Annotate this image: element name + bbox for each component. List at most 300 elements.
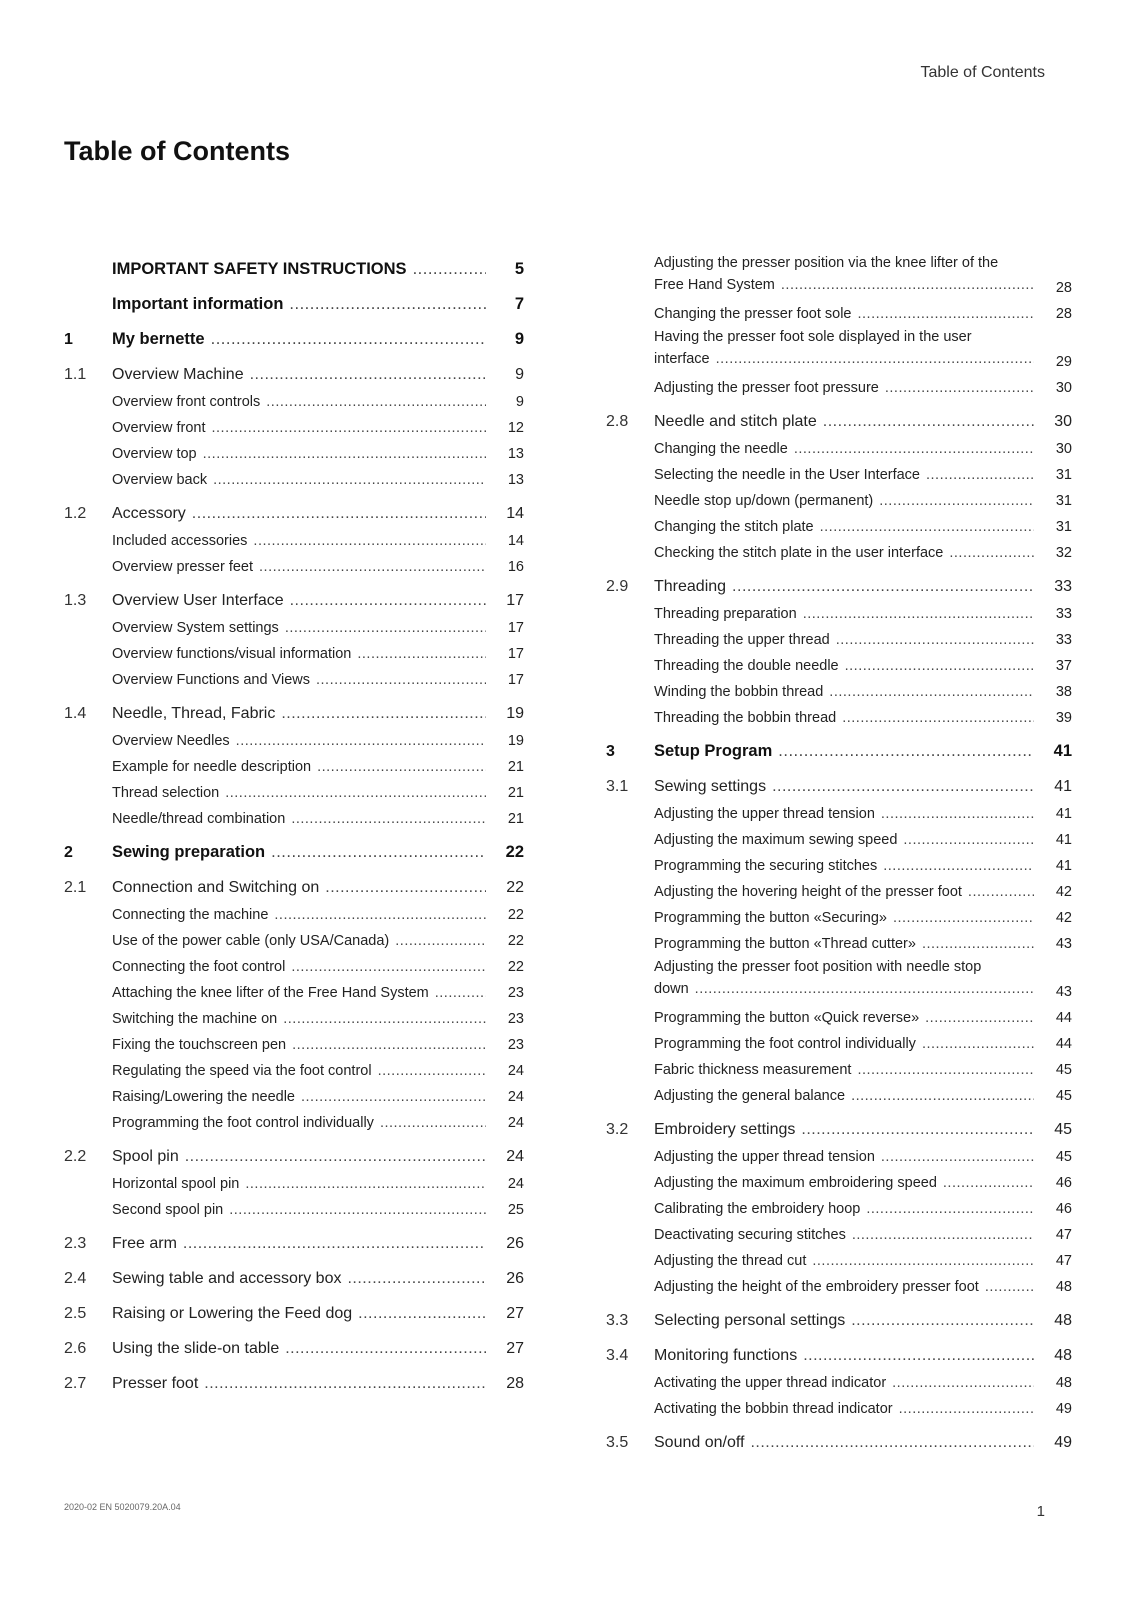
entry-title: IMPORTANT SAFETY INSTRUCTIONS <box>112 260 407 278</box>
toc-entry[interactable] <box>606 874 1072 900</box>
toc-entry[interactable] <box>606 1391 1072 1417</box>
entry-title-group <box>112 705 486 723</box>
entry-title: Using the slide-on table <box>112 1340 280 1357</box>
toc-entry[interactable] <box>64 897 524 923</box>
toc-entry[interactable] <box>606 952 1072 1000</box>
leader-dots <box>285 1340 486 1358</box>
toc-entry[interactable] <box>606 848 1072 874</box>
leader-dots <box>183 1235 486 1253</box>
leader-dots <box>812 1253 1034 1269</box>
page-ref: 23 <box>507 1011 524 1027</box>
entry-title: Threading the upper thread <box>654 632 830 648</box>
entry-title: Raising/Lowering the needle <box>112 1089 295 1105</box>
toc-left-column <box>64 244 524 1393</box>
entry-title-group <box>112 260 486 279</box>
page-ref: 9 <box>514 330 524 348</box>
entry-title-group <box>654 884 1034 900</box>
toc-entry[interactable] <box>606 1052 1072 1078</box>
document-code: 2020-02 EN 5020079.20A.04 <box>64 1502 181 1512</box>
leader-dots <box>211 330 486 349</box>
entry-title: Adjusting the height of the embroidery presser foot <box>654 1279 979 1295</box>
toc-entry[interactable] <box>606 1000 1072 1026</box>
entry-title: Selecting the needle in the User Interface <box>654 467 920 483</box>
toc-entry[interactable] <box>606 370 1072 396</box>
leader-dots <box>316 672 486 688</box>
entry-title-group <box>112 1176 486 1192</box>
toc-entry[interactable] <box>606 509 1072 535</box>
toc-entry[interactable] <box>606 822 1072 848</box>
entry-title-group <box>112 879 486 897</box>
entry-title: Overview front controls <box>112 394 261 410</box>
toc-entry[interactable] <box>606 1365 1072 1391</box>
toc-entry[interactable] <box>64 610 524 636</box>
toc-entry[interactable] <box>64 523 524 549</box>
page-ref: 30 <box>1055 441 1072 457</box>
entry-title: Regulating the speed via the foot control <box>112 1063 372 1079</box>
entry-title-group <box>654 1010 1034 1026</box>
page-ref: 46 <box>1055 1175 1072 1191</box>
toc-entry[interactable] <box>64 1192 524 1218</box>
entry-title: Connecting the foot control <box>112 959 286 975</box>
entry-title-group <box>654 326 1034 370</box>
entry-title: Needle/thread combination <box>112 811 286 827</box>
entry-title-group <box>654 658 1034 674</box>
entry-title-continuation <box>654 978 1034 1000</box>
entry-title-group <box>112 533 486 549</box>
leader-dots <box>274 907 486 923</box>
section-number: 2.5 <box>64 1305 87 1322</box>
page-ref: 26 <box>506 1235 524 1252</box>
page-ref: 9 <box>515 366 524 383</box>
toc-entry[interactable] <box>64 862 524 897</box>
entry-title-group <box>654 1088 1034 1104</box>
page-ref: 21 <box>507 759 524 775</box>
entry-title-group <box>112 959 486 975</box>
section-number: 3 <box>606 743 615 760</box>
page-ref: 46 <box>1055 1201 1072 1217</box>
page-ref: 28 <box>1055 306 1072 322</box>
entry-title: Programming the button «Thread cutter» <box>654 936 916 952</box>
entry-title-group <box>112 420 486 436</box>
entry-title: My bernette <box>112 330 205 348</box>
page-ref: 41 <box>1055 806 1072 822</box>
toc-entry[interactable] <box>64 1358 524 1393</box>
entry-title: Calibrating the embroidery hoop <box>654 1201 861 1217</box>
toc-entry[interactable] <box>606 1217 1072 1243</box>
leader-dots <box>925 1010 1034 1026</box>
leader-dots <box>266 394 486 410</box>
leader-dots <box>857 1062 1034 1078</box>
page-ref: 27 <box>506 1340 524 1357</box>
leader-dots <box>301 1089 486 1105</box>
toc-entry[interactable] <box>64 949 524 975</box>
entry-title-group <box>112 733 486 749</box>
toc-entry[interactable] <box>64 688 524 723</box>
entry-title: Adjusting the presser foot pressure <box>654 380 879 396</box>
toc-entry[interactable] <box>606 700 1072 726</box>
page-ref: 47 <box>1055 1253 1072 1269</box>
leader-dots <box>229 1202 486 1218</box>
entry-title-group <box>112 933 486 949</box>
toc-entry[interactable] <box>606 1295 1072 1330</box>
entry-title-group <box>654 578 1034 596</box>
entry-title-group <box>654 519 1034 535</box>
leader-dots <box>250 366 486 384</box>
entry-title-line2: interface <box>654 351 710 367</box>
entry-title: Connection and Switching on <box>112 879 320 896</box>
toc-entry[interactable] <box>606 296 1072 322</box>
entry-title: Adjusting the thread cut <box>654 1253 807 1269</box>
entry-title-group <box>654 632 1034 648</box>
page-ref: 47 <box>1055 1227 1072 1243</box>
entry-title-group <box>112 1063 486 1079</box>
entry-title: Programming the button «Quick reverse» <box>654 1010 920 1026</box>
toc-entry[interactable] <box>606 322 1072 370</box>
page-ref: 48 <box>1055 1375 1072 1391</box>
page-ref: 39 <box>1055 710 1072 726</box>
entry-title-group <box>112 907 486 923</box>
entry-title-group <box>654 545 1034 561</box>
entry-title-group <box>654 858 1034 874</box>
entry-title-group <box>654 742 1034 761</box>
toc-entry[interactable] <box>64 1079 524 1105</box>
leader-dots <box>943 1175 1034 1191</box>
toc-entry[interactable] <box>64 488 524 523</box>
page-ref: 45 <box>1055 1149 1072 1165</box>
toc-entry[interactable] <box>64 1053 524 1079</box>
leader-dots <box>858 306 1035 322</box>
toc-entry[interactable] <box>64 723 524 749</box>
entry-title-group <box>654 1347 1034 1365</box>
leader-dots <box>750 1434 1034 1452</box>
entry-title-group <box>654 413 1034 431</box>
leader-dots <box>185 1148 486 1166</box>
toc-entry[interactable] <box>606 900 1072 926</box>
toc-entry[interactable] <box>606 1330 1072 1365</box>
leader-dots <box>695 978 1034 1000</box>
toc-entry[interactable] <box>606 483 1072 509</box>
entry-title: Adjusting the maximum embroidering speed <box>654 1175 937 1191</box>
toc-entry[interactable] <box>64 827 524 862</box>
page-ref: 26 <box>506 1270 524 1287</box>
entry-title: Activating the bobbin thread indicator <box>654 1401 893 1417</box>
entry-title-group <box>654 1149 1034 1165</box>
page-ref: 42 <box>1055 910 1072 926</box>
toc-entry[interactable] <box>64 1323 524 1358</box>
page-ref: 21 <box>507 811 524 827</box>
toc-entry[interactable] <box>606 648 1072 674</box>
leader-dots <box>211 420 486 436</box>
page-number: 1 <box>1036 1503 1045 1520</box>
leader-dots <box>845 658 1034 674</box>
entry-title: Overview System settings <box>112 620 279 636</box>
entry-title-group <box>112 620 486 636</box>
entry-title: Threading the double needle <box>654 658 839 674</box>
entry-title: Adjusting the upper thread tension <box>654 806 875 822</box>
toc-entry[interactable] <box>606 796 1072 822</box>
section-number: 1.3 <box>64 592 87 609</box>
toc-entry[interactable] <box>64 549 524 575</box>
section-number: 3.1 <box>606 778 629 795</box>
entry-title-group <box>112 1340 486 1358</box>
toc-entry[interactable] <box>64 636 524 662</box>
entry-title-group <box>112 759 486 775</box>
toc-entry[interactable] <box>606 761 1072 796</box>
entry-title-group <box>654 910 1034 926</box>
toc-entry[interactable] <box>606 1078 1072 1104</box>
entry-title: Threading <box>654 578 727 595</box>
page-ref: 31 <box>1055 467 1072 483</box>
entry-title-group <box>654 1375 1034 1391</box>
leader-dots <box>283 1011 486 1027</box>
entry-title: Programming the securing stitches <box>654 858 878 874</box>
entry-title: Having the presser foot sole displayed in the user <box>654 329 972 345</box>
toc-entry[interactable] <box>606 674 1072 700</box>
entry-title: Deactivating securing stitches <box>654 1227 846 1243</box>
page-ref: 12 <box>507 420 524 436</box>
leader-dots <box>851 1088 1034 1104</box>
toc-entry[interactable] <box>64 436 524 462</box>
toc-entry[interactable] <box>64 662 524 688</box>
toc-entry[interactable] <box>64 1253 524 1288</box>
entry-title: Activating the upper thread indicator <box>654 1375 887 1391</box>
entry-title: Needle, Thread, Fabric <box>112 705 276 722</box>
page-ref: 33 <box>1055 606 1072 622</box>
page-ref: 19 <box>507 733 524 749</box>
leader-dots <box>903 832 1034 848</box>
entry-title: Included accessories <box>112 533 248 549</box>
leader-dots <box>881 806 1034 822</box>
entry-title-group <box>654 306 1034 322</box>
toc-entry[interactable] <box>606 535 1072 561</box>
page-ref: 27 <box>506 1305 524 1322</box>
entry-title: Adjusting the general balance <box>654 1088 846 1104</box>
entry-title: Needle stop up/down (permanent) <box>654 493 874 509</box>
toc-entry[interactable] <box>64 975 524 1001</box>
page-ref: 29 <box>1055 354 1072 370</box>
page-ref: 31 <box>1055 493 1072 509</box>
entry-title-group <box>112 1115 486 1131</box>
page-ref: 21 <box>507 785 524 801</box>
leader-dots <box>949 545 1034 561</box>
toc-entry[interactable] <box>606 561 1072 596</box>
entry-title: Changing the presser foot sole <box>654 306 852 322</box>
entry-title: Monitoring functions <box>654 1347 798 1364</box>
entry-title: Sewing table and accessory box <box>112 1270 342 1287</box>
toc-entry[interactable] <box>64 1288 524 1323</box>
entry-title: Sound on/off <box>654 1434 745 1451</box>
toc-entry[interactable] <box>64 749 524 775</box>
entry-title-group <box>654 684 1034 700</box>
entry-title-group <box>654 710 1034 726</box>
section-number: 3.2 <box>606 1121 629 1138</box>
entry-title: Winding the bobbin thread <box>654 684 824 700</box>
entry-title: Spool pin <box>112 1148 179 1165</box>
entry-title: Adjusting the maximum sewing speed <box>654 832 898 848</box>
page-ref: 37 <box>1055 658 1072 674</box>
toc-entry[interactable] <box>64 410 524 436</box>
entry-title: Sewing settings <box>654 778 767 795</box>
page-ref: 22 <box>505 843 524 861</box>
entry-title-group <box>654 380 1034 396</box>
entry-title-group <box>112 1375 486 1393</box>
page-ref: 45 <box>1055 1088 1072 1104</box>
toc-entry[interactable] <box>606 596 1072 622</box>
section-number: 2.7 <box>64 1375 87 1392</box>
toc-entry[interactable] <box>64 1001 524 1027</box>
toc-entry[interactable] <box>64 801 524 827</box>
page-ref: 30 <box>1055 380 1072 396</box>
toc-entry[interactable] <box>606 248 1072 296</box>
toc-entry[interactable] <box>606 726 1072 761</box>
entry-title-group <box>112 985 486 1001</box>
toc-entry[interactable] <box>606 1139 1072 1165</box>
toc-entry[interactable] <box>606 1417 1072 1452</box>
entry-title-group <box>112 1037 486 1053</box>
leader-dots <box>395 933 486 949</box>
toc-entry[interactable] <box>606 1026 1072 1052</box>
page-ref: 24 <box>507 1115 524 1131</box>
leader-dots <box>842 710 1034 726</box>
leader-dots <box>836 632 1034 648</box>
page-ref: 5 <box>514 260 524 278</box>
leader-dots <box>290 592 486 610</box>
section-number: 3.3 <box>606 1312 629 1329</box>
page-ref: 22 <box>507 933 524 949</box>
toc-entry[interactable] <box>64 1218 524 1253</box>
entry-title: Thread selection <box>112 785 220 801</box>
section-number: 1.2 <box>64 505 87 522</box>
leader-dots <box>285 620 486 636</box>
section-number: 2 <box>64 844 73 861</box>
leader-dots <box>292 1037 486 1053</box>
toc-entry[interactable] <box>64 462 524 488</box>
page-ref: 48 <box>1055 1279 1072 1295</box>
entry-title: Adjusting the upper thread tension <box>654 1149 875 1165</box>
leader-dots <box>852 1227 1034 1243</box>
page-ref: 43 <box>1055 984 1072 1000</box>
page-ref: 48 <box>1054 1312 1072 1329</box>
entry-title-group <box>654 1401 1034 1417</box>
page-ref: 22 <box>507 959 524 975</box>
leader-dots <box>380 1115 486 1131</box>
section-number: 2.2 <box>64 1148 87 1165</box>
entry-title-group <box>112 330 486 349</box>
page-ref: 28 <box>1055 280 1072 296</box>
leader-dots <box>803 1347 1034 1365</box>
entry-title: Switching the machine on <box>112 1011 278 1027</box>
section-number: 2.3 <box>64 1235 87 1252</box>
toc-entry[interactable] <box>64 279 524 314</box>
toc-entry[interactable] <box>64 775 524 801</box>
entry-title-group <box>654 252 1034 296</box>
page-title: Table of Contents <box>64 136 290 166</box>
page-ref: 41 <box>1055 832 1072 848</box>
toc-entry[interactable] <box>64 244 524 279</box>
leader-dots <box>778 742 1034 761</box>
entry-title: Fixing the touchscreen pen <box>112 1037 287 1053</box>
entry-title-group <box>112 672 486 688</box>
entry-title-group <box>112 446 486 462</box>
toc-entry[interactable] <box>606 1104 1072 1139</box>
page-ref: 33 <box>1054 578 1072 595</box>
entry-title: Overview Functions and Views <box>112 672 310 688</box>
page-ref: 45 <box>1054 1121 1072 1138</box>
toc-entry[interactable] <box>64 575 524 610</box>
entry-title: Use of the power cable (only USA/Canada) <box>112 933 390 949</box>
entry-title: Checking the stitch plate in the user interface <box>654 545 944 561</box>
page-ref: 24 <box>507 1063 524 1079</box>
entry-title: Overview front <box>112 420 206 436</box>
page-ref: 41 <box>1055 858 1072 874</box>
entry-title: Threading preparation <box>654 606 797 622</box>
leader-dots <box>358 1305 486 1323</box>
leader-dots <box>271 843 486 862</box>
section-number: 3.5 <box>606 1434 629 1451</box>
page-ref: 41 <box>1053 742 1072 760</box>
leader-dots <box>291 959 486 975</box>
page-ref: 17 <box>506 592 524 609</box>
toc-entry[interactable] <box>606 431 1072 457</box>
toc-entry[interactable] <box>606 1243 1072 1269</box>
entry-title-group <box>654 806 1034 822</box>
toc-entry[interactable] <box>64 1131 524 1166</box>
entry-title-group <box>112 843 486 862</box>
page-ref: 43 <box>1055 936 1072 952</box>
page-ref: 16 <box>507 559 524 575</box>
leader-dots <box>851 1312 1034 1330</box>
leader-dots <box>291 811 486 827</box>
entry-title: Adjusting the presser foot position with needle stop <box>654 959 982 975</box>
page-ref: 28 <box>506 1375 524 1392</box>
page-ref: 19 <box>506 705 524 722</box>
toc-entry[interactable] <box>64 923 524 949</box>
toc-entry[interactable] <box>64 314 524 349</box>
toc-entry[interactable] <box>606 1269 1072 1295</box>
toc-entry[interactable] <box>606 1165 1072 1191</box>
leader-dots <box>204 1375 486 1393</box>
entry-title-group <box>112 1270 486 1288</box>
leader-dots <box>892 1375 1034 1391</box>
leader-dots <box>225 785 486 801</box>
leader-dots <box>922 1036 1034 1052</box>
entry-title-group <box>654 1227 1034 1243</box>
page-ref: 44 <box>1055 1036 1072 1052</box>
toc-entry[interactable] <box>64 384 524 410</box>
toc-entry[interactable] <box>606 457 1072 483</box>
leader-dots <box>192 505 486 523</box>
entry-title-group <box>654 778 1034 796</box>
page-ref: 49 <box>1054 1434 1072 1451</box>
toc-entry[interactable] <box>606 926 1072 952</box>
toc-entry[interactable] <box>64 1105 524 1131</box>
toc-entry[interactable] <box>64 1027 524 1053</box>
entry-title: Horizontal spool pin <box>112 1176 240 1192</box>
page-ref: 17 <box>507 672 524 688</box>
toc-entry[interactable] <box>64 349 524 384</box>
entry-title-group <box>112 811 486 827</box>
page-ref: 33 <box>1055 632 1072 648</box>
toc-entry[interactable] <box>606 1191 1072 1217</box>
entry-title: Attaching the knee lifter of the Free Hand System <box>112 985 429 1001</box>
page-ref: 30 <box>1054 413 1072 430</box>
entry-title-group <box>654 1062 1034 1078</box>
toc-entry[interactable] <box>64 1166 524 1192</box>
toc-entry[interactable] <box>606 396 1072 431</box>
toc-entry[interactable] <box>606 622 1072 648</box>
entry-title: Overview top <box>112 446 197 462</box>
entry-title: Overview Needles <box>112 733 230 749</box>
